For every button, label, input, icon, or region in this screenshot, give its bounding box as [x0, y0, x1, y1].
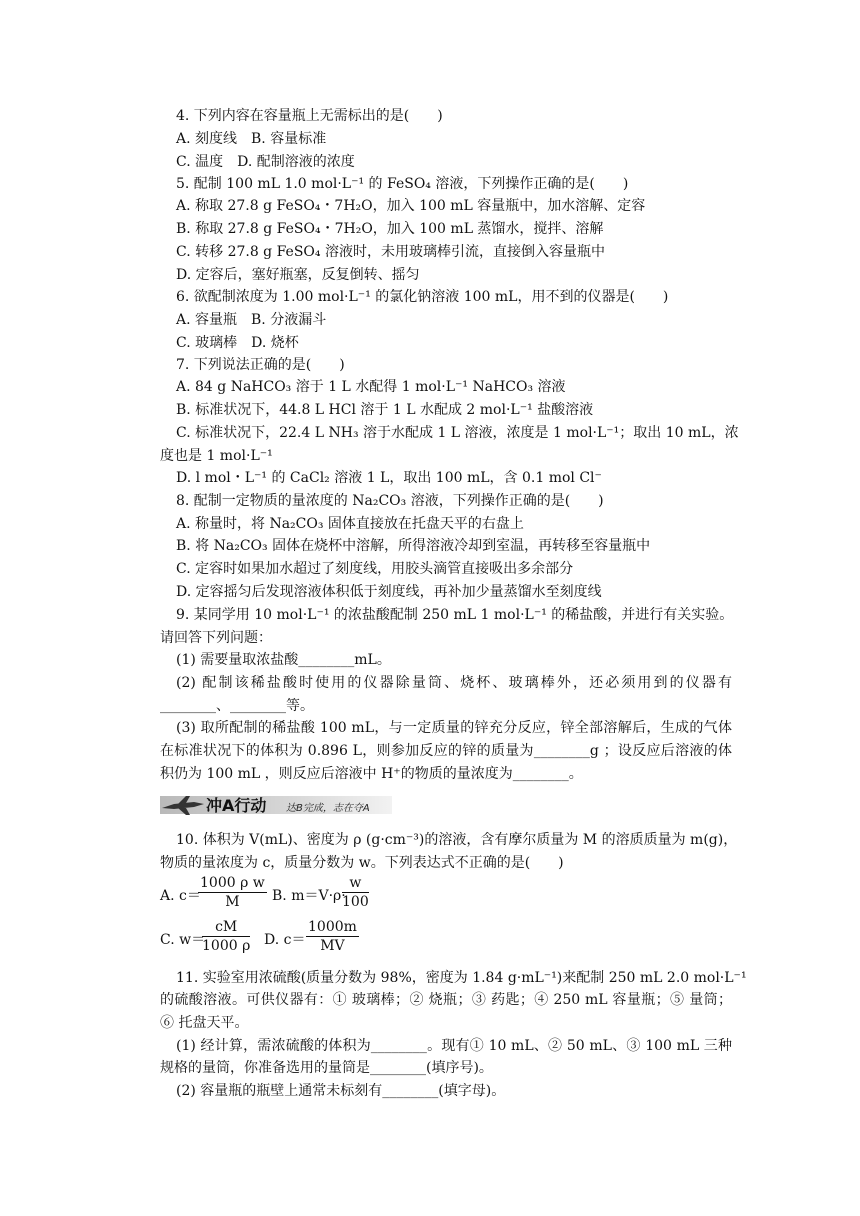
q9-part1: (1) 需要量取浓盐酸________mL。: [176, 652, 391, 668]
q8-option-b: B. 将 Na₂CO₃ 固体在烧杯中溶解，所得溶液冷却到室温，再转移至容量瓶中: [176, 538, 651, 554]
q7-option-a: A. 84 g NaHCO₃ 溶于 1 L 水配得 1 mol·L⁻¹ NaHCO₃ 溶液: [176, 379, 566, 395]
q11-stem-cont: 的硫酸溶液。可供仪器有：① 玻璃棒；② 烧瓶；③ 药匙；④ 250 mL 容量瓶；⑤ 量筒；: [160, 992, 732, 1008]
q10-c-numerator: cM: [202, 918, 250, 937]
q10-option-d-prefix: D. c＝: [264, 932, 306, 948]
q10-stem: 10. 体积为 V(mL)、密度为 ρ (g·cm⁻³)的溶液，含有摩尔质量为 M 的溶质质量为 m(g)，: [176, 832, 738, 848]
q10-stem-cont: 物质的量浓度为 c，质量分数为 w。下列表达式不正确的是( ): [160, 855, 564, 871]
q5-option-d: D. 定容后，塞好瓶塞，反复倒转、摇匀: [176, 267, 420, 283]
q10-d-denominator: MV: [320, 938, 345, 954]
q4-options-cd: C. 温度 D. 配制溶液的浓度: [176, 154, 355, 170]
q5-option-b: B. 称取 27.8 g FeSO₄・7H₂O，加入 100 mL 蒸馏水，搅拌、溶解: [176, 221, 604, 237]
q11-part2: (2) 容量瓶的瓶壁上通常未标刻有________(填字母)。: [176, 1083, 506, 1099]
q10-c-denominator: 1000 ρ: [202, 938, 251, 954]
q11-part1: (1) 经计算，需浓硫酸的体积为________。现有① 10 mL、② 50 mL、③ 100 mL 三种: [176, 1038, 732, 1054]
q10-option-c-fraction: [202, 918, 250, 955]
q6-options-ab: A. 容量瓶 B. 分液漏斗: [176, 312, 327, 328]
q10-option-a-prefix: A. c＝: [160, 888, 201, 904]
q7-stem: 7. 下列说法正确的是( ): [176, 357, 345, 373]
q10-b-denominator: 100: [342, 894, 369, 910]
q10-b-numerator: w: [342, 874, 369, 893]
q7-option-c: C. 标准状况下，22.4 L NH₃ 溶于水配成 1 L 溶液，浓度是 1 mol·L⁻¹；取出 10 mL，浓: [176, 425, 739, 441]
q5-stem: 5. 配制 100 mL 1.0 mol·L⁻¹ 的 FeSO₄ 溶液，下列操作正确的是( ): [176, 176, 629, 192]
q5-option-c: C. 转移 27.8 g FeSO₄ 溶液时，未用玻璃棒引流，直接倒入容量瓶中: [176, 244, 605, 260]
q9-stem-cont: 请回答下列问题：: [160, 630, 272, 646]
q11-stem: 11. 实验室用浓硫酸(质量分数为 98%，密度为 1.84 g·mL⁻¹)来配制 250 mL 2.0 mol·L⁻¹: [176, 970, 747, 986]
q8-option-a: A. 称量时，将 Na₂CO₃ 固体直接放在托盘天平的右盘上: [176, 516, 524, 532]
q9-stem: 9. 某同学用 10 mol·L⁻¹ 的浓盐酸配制 250 mL 1 mol·L⁻¹ 的稀盐酸，并进行有关实验。: [176, 607, 734, 623]
q9-part3: (3) 取所配制的稀盐酸 100 mL，与一定质量的锌充分反应，锌全部溶解后，生成的气体: [176, 720, 732, 736]
q6-options-cd: C. 玻璃棒 D. 烧杯: [176, 335, 299, 351]
q10-option-b-prefix: B. m＝V·ρ·: [272, 888, 346, 904]
q10-a-denominator: M: [225, 894, 240, 910]
q6-stem: 6. 欲配制浓度为 1.00 mol·L⁻¹ 的氯化钠溶液 100 mL，用不到的仪器是( ): [176, 289, 669, 305]
q9-part2-cont: ________、________等。: [160, 698, 314, 714]
q4-options-ab: A. 刻度线 B. 容量标准: [176, 131, 327, 147]
q9-part3-cont2: 积仍为 100 mL ，则反应后溶液中 H⁺的物质的量浓度为________。: [160, 766, 583, 782]
q10-option-d-fraction: [306, 918, 359, 955]
q10-d-numerator: 1000m: [308, 919, 357, 935]
jet-icon: [160, 790, 210, 818]
section-banner: [160, 790, 392, 818]
q10-option-c-prefix: C. w＝: [160, 932, 206, 948]
banner-subtitle: 达B完成，志在夺A: [286, 803, 370, 814]
banner-title: 冲A行动: [206, 796, 267, 815]
q11-part1-cont: 规格的量筒，你准备选用的量筒是________(填序号)。: [160, 1060, 493, 1076]
q8-stem: 8. 配制一定物质的量浓度的 Na₂CO₃ 溶液，下列操作正确的是( ): [176, 493, 604, 509]
q10-a-numerator: 1000 ρ w: [200, 875, 265, 891]
q11-stem-cont2: ⑥ 托盘天平。: [160, 1015, 249, 1031]
q9-part2: (2) 配制该稀盐酸时使用的仪器除量筒、烧杯、玻璃棒外，还必须用到的仪器有: [176, 675, 732, 691]
q10-option-a-fraction: [198, 874, 267, 911]
q7-option-c-cont: 度也是 1 mol·L⁻¹: [160, 448, 273, 464]
q9-part3-cont: 在标准状况下的体积为 0.896 L，则参加反应的锌的质量为________g ；设反应后溶液的体: [160, 743, 732, 759]
q7-option-b: B. 标准状况下，44.8 L HCl 溶于 1 L 水配成 2 mol·L⁻¹ 盐酸溶液: [176, 402, 594, 418]
q10-option-b-fraction: [342, 874, 369, 911]
q8-option-c: C. 定容时如果加水超过了刻度线，用胶头滴管直接吸出多余部分: [176, 561, 574, 577]
q4-stem: 4. 下列内容在容量瓶上无需标出的是( ): [176, 108, 443, 124]
q5-option-a: A. 称取 27.8 g FeSO₄・7H₂O，加入 100 mL 容量瓶中，加水溶解、定容: [176, 198, 646, 214]
q7-option-d: D. l mol・L⁻¹ 的 CaCl₂ 溶液 1 L，取出 100 mL，含 0.1 mol Cl⁻: [176, 470, 602, 486]
q8-option-d: D. 定容摇匀后发现溶液体积低于刻度线，再补加少量蒸馏水至刻度线: [176, 584, 602, 600]
